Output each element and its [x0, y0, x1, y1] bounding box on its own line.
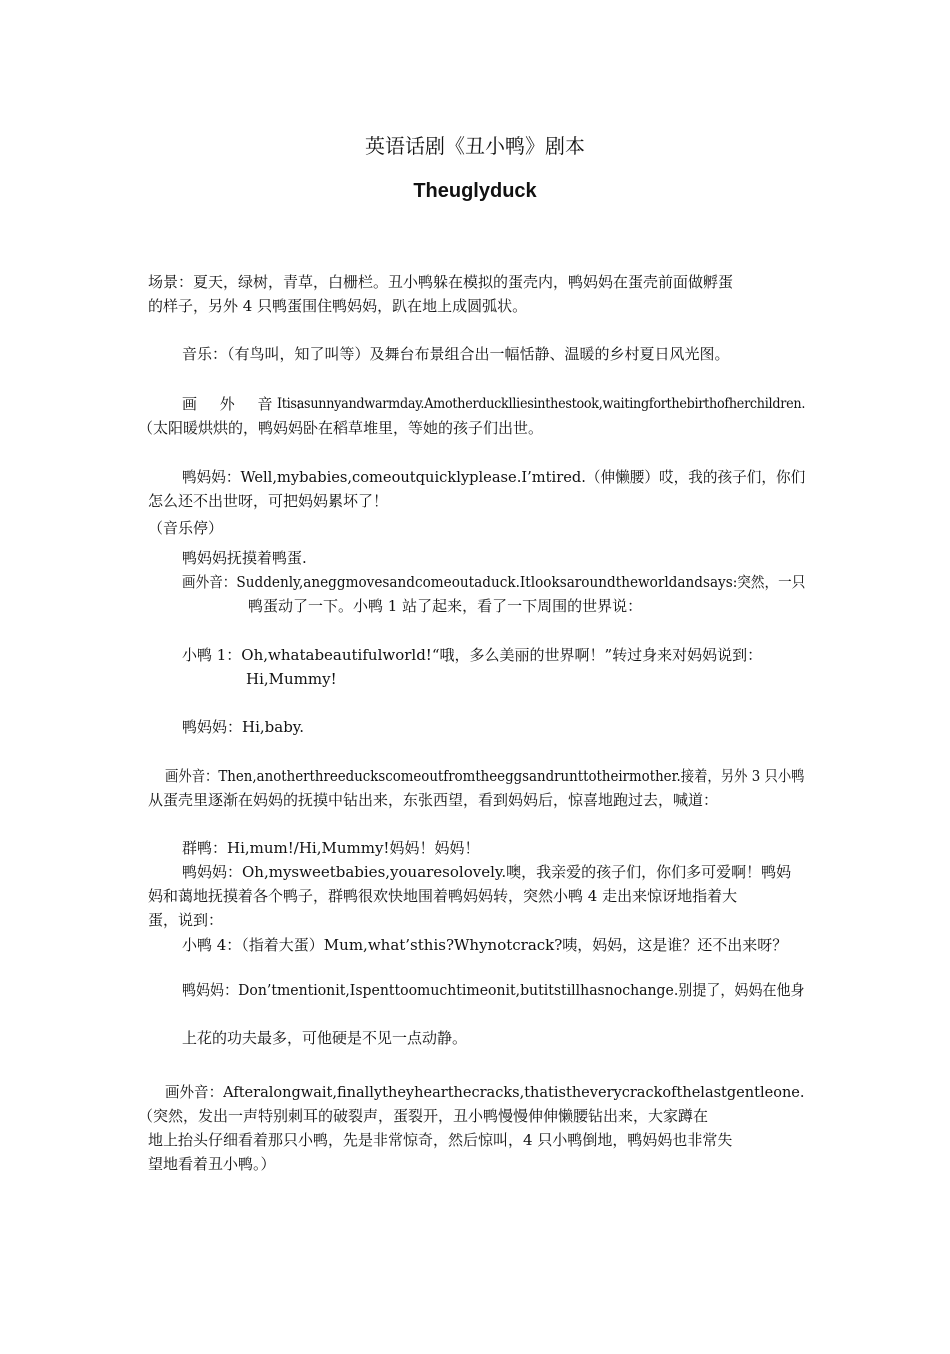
narrator-label: 画 外 音 ：: [182, 395, 320, 413]
mom-4-line-2: 上花的功夫最多，可他硬是不见一点动静。: [182, 1029, 468, 1047]
mom-line-2: 怎么还不出世呀，可把妈妈累坏了！: [148, 492, 389, 510]
narrator-line-en: Itisasunnyandwarmday.Amotherducklliesinthestook,waitingforthebirthofherchildren.: [277, 396, 806, 412]
page-title: 英语话剧《丑小鸭》剧本: [365, 134, 585, 158]
scene-line-1: 场景：夏天，绿树，青草，白栅栏。丑小鸭躲在模拟的蛋壳内，鸭妈妈在蛋壳前面做孵蛋: [148, 273, 734, 291]
narrator-line-cn: （太阳暖烘烘的，鸭妈妈卧在稻草堆里，等她的孩子们出世。: [138, 419, 544, 437]
mom-3-line-1: 鸭妈妈：Oh,mysweetbabies,youaresolovely.噢，我亲爱的孩子们，你们多可爱啊！鸭妈: [182, 863, 792, 881]
mom-line-1: 鸭妈妈：Well,mybabies,comeoutquicklyplease.I’mtired.（伸懒腰）哎，我的孩子们，你们: [182, 468, 806, 486]
mom-touch-line: 鸭妈妈抚摸着鸭蛋.: [182, 549, 307, 567]
mom-4-line-1: 鸭妈妈：Don’tmentionit,Ispenttoomuchtimeonit,butitstillhasnochange.别提了，妈妈在他身: [182, 981, 805, 999]
mom-reply-line: 鸭妈妈：Hi,baby.: [182, 718, 305, 736]
narrator-4-line-3: 地上抬头仔细看着那只小鸭，先是非常惊奇，然后惊叫，4 只小鸭倒地，鸭妈妈也非常失: [148, 1131, 733, 1149]
music-stop-line: （音乐停）: [148, 519, 224, 537]
music-line: 音乐：（有鸟叫，知了叫等）及舞台布景组合出一幅恬静、温暖的乡村夏日风光图。: [182, 345, 730, 363]
narrator-3-line-1: 画外音：Then,anotherthreeduckscomeoutfromtheeggsandrunttotheirmother.接着，另外 3 只小鸭: [165, 767, 805, 785]
narrator-4-line-4: 望地看着丑小鸭。）: [148, 1155, 276, 1173]
duckling-1-line-1: 小鸭 1：Oh,whatabeautifulworld!“哦，多么美丽的世界啊！”转过身来对妈妈说到：: [182, 646, 763, 664]
narrator-2-line-2: 鸭蛋动了一下。小鸭 1 站了起来，看了一下周围的世界说：: [248, 597, 643, 615]
group-ducks-line: 群鸭：Hi,mum!/Hi,Mummy!妈妈！妈妈！: [182, 839, 480, 857]
scene-line-2: 的样子，另外 4 只鸭蛋围住鸭妈妈，趴在地上成圆弧状。: [148, 297, 528, 315]
narrator-4-line-2: （突然，发出一声特别刺耳的破裂声，蛋裂开，丑小鸭慢慢伸伸懒腰钻出来，大家蹲在: [138, 1107, 709, 1125]
narrator-2-line-1: 画外音：Suddenly,aneggmovesandcomeoutaduck.Itlooksaroundtheworldandsays:突然，一只: [182, 573, 806, 591]
narrator-3-line-2: 从蛋壳里逐渐在妈妈的抚摸中钻出来，东张西望，看到妈妈后，惊喜地跑过去，喊道：: [148, 791, 719, 809]
mom-3-line-2: 妈和蔼地抚摸着各个鸭子，群鸭很欢快地围着鸭妈妈转，突然小鸭 4 走出来惊讶地指着大: [148, 887, 738, 905]
duckling-4-line: 小鸭 4：（指着大蛋）Mum,what’sthis?Whynotcrack?咦，妈妈，这是谁？还不出来呀？: [182, 936, 788, 954]
duckling-1-line-2: Hi,Mummy!: [246, 670, 337, 688]
narrator-4-line-1: 画外音：Afteralongwait,finallytheyhearthecracks,thatistheverycrackofthelastgentleone.: [165, 1083, 805, 1101]
page-subtitle: Theuglyduck: [413, 180, 537, 202]
mom-3-line-3: 蛋，说到：: [148, 911, 224, 929]
